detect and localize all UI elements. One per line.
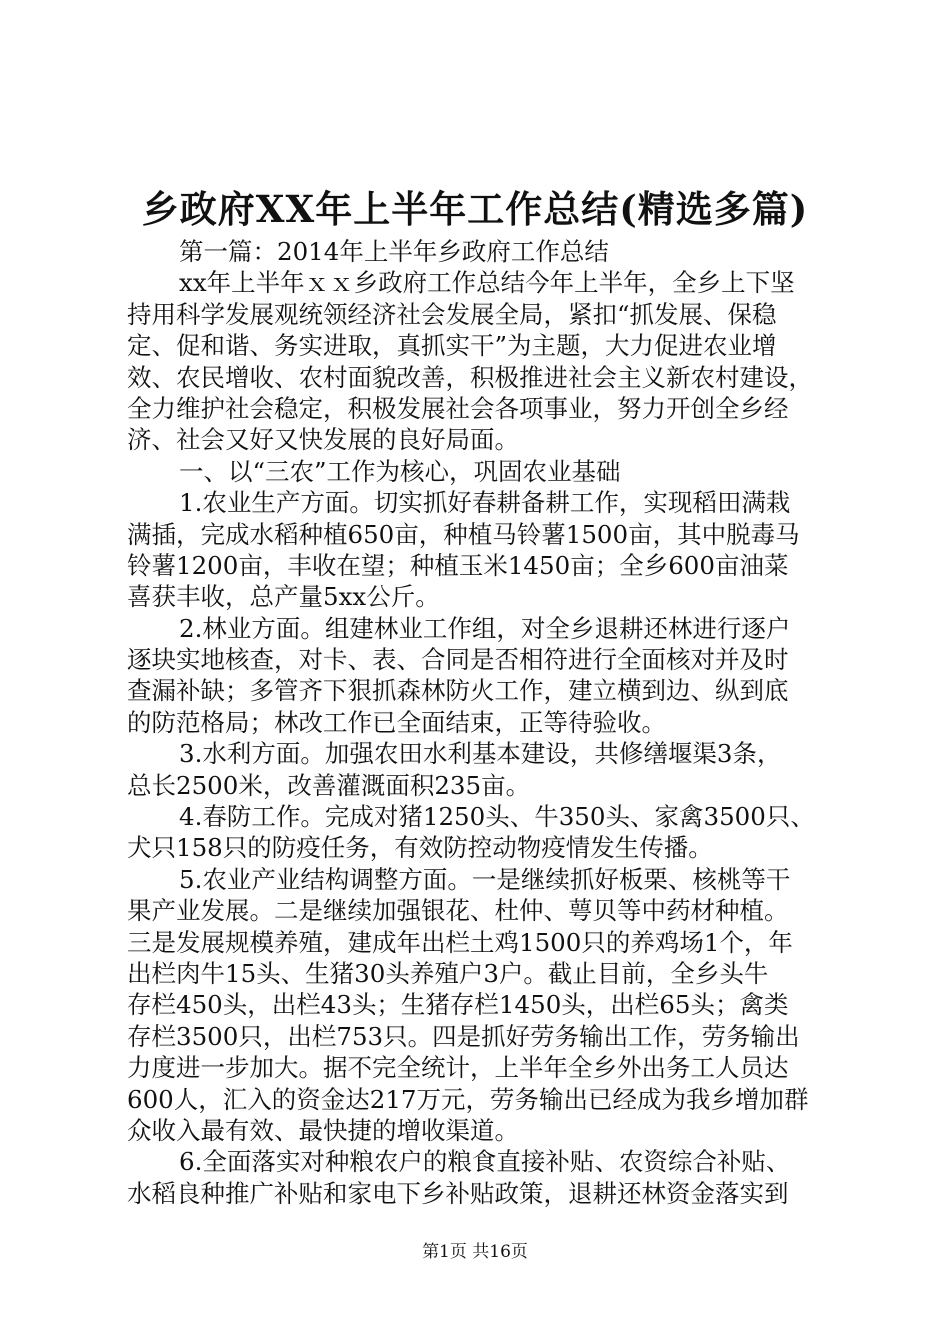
body-line: 6.全面落实对种粮农户的粮食直接补贴、农资综合补贴、 xyxy=(179,1147,791,1177)
body-line: 5.农业产业结构调整方面。一是继续抓好板栗、核桃等干 xyxy=(179,864,791,894)
body-line: 果产业发展。二是继续加强银花、杜仲、萼贝等中药材种植。 xyxy=(127,896,789,926)
body-line: 定、促和谐、务实进取，真抓实干”为主题，大力促进农业增 xyxy=(127,331,777,361)
body-line: 2.林业方面。组建林业工作组，对全乡退耕还林进行逐户 xyxy=(179,613,791,643)
body-line: 犬只158只的防疫任务，有效防控动物疫情发生传播。 xyxy=(127,833,713,863)
body-line: 持用科学发展观统领经济社会发展全局，紧扣“抓发展、保稳 xyxy=(127,299,777,329)
body-line: 存栏450头，出栏43头；生猪存栏1450头，出栏65头；禽类 xyxy=(127,990,789,1020)
body-line: 力度进一步加大。据不完全统计，上半年全乡外出务工人员达 xyxy=(127,1053,789,1083)
body-line: 总长2500米，改善灌溉面积235亩。 xyxy=(127,770,531,800)
document-title: 乡政府XX年上半年工作总结(精选多篇) xyxy=(141,187,809,231)
body-line: 众收入最有效、最快捷的增收渠道。 xyxy=(127,1115,519,1145)
body-line: 水稻良种推广补贴和家电下乡补贴政策，退耕还林资金落实到 xyxy=(127,1178,789,1208)
body-line: 出栏肉牛15头、生猪30头养殖户3户。截止目前，全乡头牛 xyxy=(127,958,769,988)
body-line: 1.农业生产方面。切实抓好春耕备耕工作，实现稻田满栽 xyxy=(179,488,791,518)
body-line: 的防范格局；林改工作已全面结束，正等待验收。 xyxy=(127,707,666,737)
body-line: 4.春防工作。完成对猪1250头、牛350头、家禽3500只、 xyxy=(179,802,815,832)
body-line: 满插，完成水稻种植650亩，种植马铃薯1500亩，其中脱毒马 xyxy=(127,519,800,549)
body-line: 600人，汇入的资金达217万元，劳务输出已经成为我乡增加群 xyxy=(127,1084,809,1114)
body-line: xx年上半年ｘｘ乡政府工作总结今年上半年，全乡上下坚 xyxy=(179,268,795,298)
page-footer: 第1页 共16页 xyxy=(422,1242,528,1262)
document-body xyxy=(127,236,833,1209)
body-line: 一、以“三农”工作为核心，巩固农业基础 xyxy=(179,456,621,486)
body-line: 逐块实地核查，对卡、表、合同是否相符进行全面核对并及时 xyxy=(127,645,789,675)
body-line: 存栏3500只，出栏753只。四是抓好劳务输出工作，劳务输出 xyxy=(127,1021,800,1051)
body-line: 喜获丰收，总产量5xx公斤。 xyxy=(127,582,440,612)
body-line: 三是发展规模养殖，建成年出栏土鸡1500只的养鸡场1个，年 xyxy=(127,927,793,957)
body-line: 效、农民增收、农村面貌改善，积极推进社会主义新农村建设， xyxy=(127,362,813,392)
body-line: 第一篇：2014年上半年乡政府工作总结 xyxy=(179,237,609,266)
body-line: 3.水利方面。加强农田水利基本建设，共修缮堰渠3条， xyxy=(179,739,782,769)
body-line: 全力维护社会稳定，积极发展社会各项事业，努力开创全乡经 xyxy=(127,393,789,423)
body-line: 济、社会又好又快发展的良好局面。 xyxy=(127,425,519,455)
body-line: 铃薯1200亩，丰收在望；种植玉米1450亩；全乡600亩油菜 xyxy=(127,550,789,580)
body-line: 查漏补缺；多管齐下狠抓森林防火工作，建立横到边、纵到底 xyxy=(127,676,789,706)
